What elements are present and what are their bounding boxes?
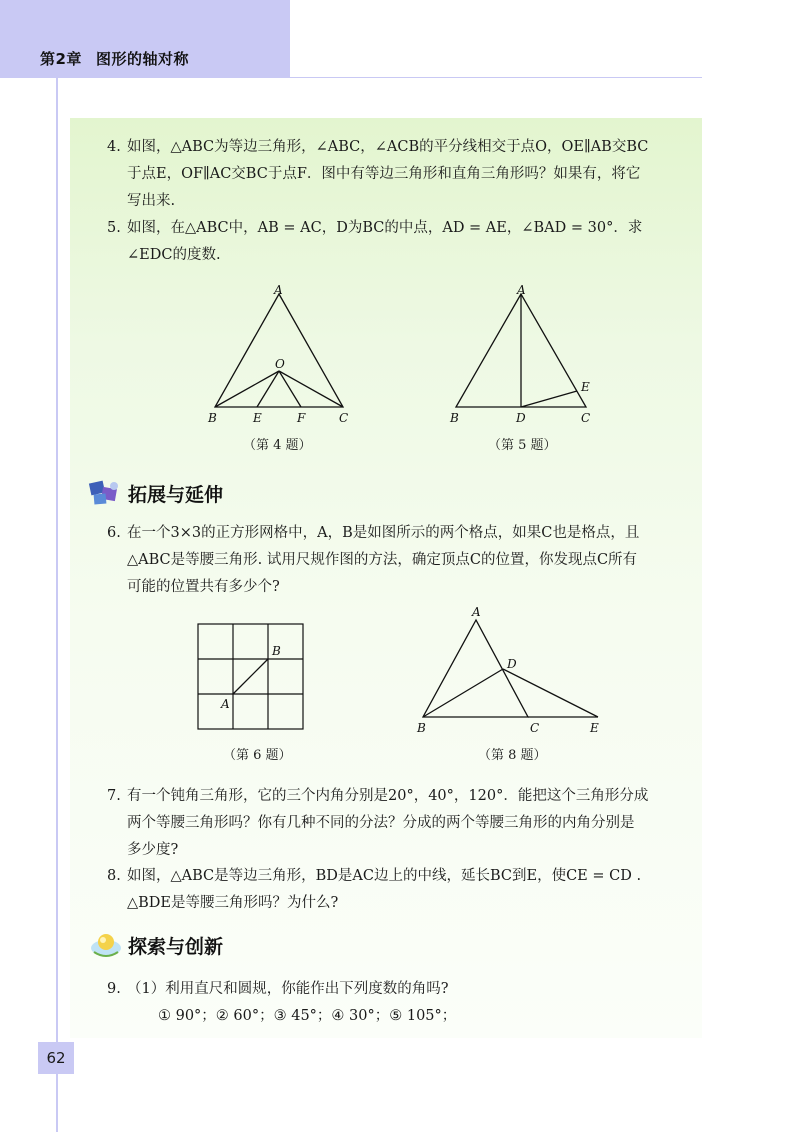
label-e: E [253, 411, 262, 425]
figure-6-caption: （第 6 题） [223, 748, 292, 763]
page-number: 62 [38, 1042, 74, 1074]
problem-6 [107, 520, 693, 601]
problem-7 [107, 783, 693, 864]
label-a: A [221, 697, 230, 711]
problem-text-line: （1）利用直尺和圆规，你能作出下列度数的角吗? [127, 981, 449, 997]
problem-text-line: 多少度? [127, 842, 179, 858]
figure-4 [200, 280, 360, 430]
problem-number: 4. [107, 139, 121, 155]
segment-de [521, 391, 577, 407]
problem-text-line: 于点E，OF∥AC交BC于点F．图中有等边三角形和直角三角形吗？如果有，将它 [127, 166, 641, 182]
label-b: B [450, 411, 459, 425]
problem-text-line: 如图，△ABC为等边三角形，∠ABC，∠ACB的平分线相交于点O，OE∥AB交BC [127, 139, 649, 155]
label-d: D [507, 657, 517, 671]
figure-5 [445, 280, 605, 430]
problem-text-line: 如图，在△ABC中，AB = AC，D为BC的中点，AD = AE，∠BAD = 30°．求 [127, 220, 643, 236]
median-bd [423, 669, 503, 717]
label-c: C [581, 411, 591, 425]
problem-text-line: 可能的位置共有多少个? [127, 579, 280, 595]
puzzle-icon [88, 478, 124, 508]
problem-number: 5. [107, 220, 121, 236]
problem-text-line: 写出来. [127, 193, 176, 209]
label-d: D [516, 411, 526, 425]
label-a: A [517, 283, 526, 297]
problem-number: 8. [107, 868, 121, 884]
problem-text-line: ∠EDC的度数. [127, 247, 221, 263]
problem-text-line: 如图，△ABC是等边三角形，BD是AC边上的中线，延长BC到E，使CE = CD . [127, 868, 642, 884]
figure-5-caption: （第 5 题） [488, 438, 557, 453]
header-rule [290, 77, 702, 78]
section-title: 拓展与延伸 [128, 483, 224, 506]
label-o: O [275, 357, 285, 371]
section-title: 探索与创新 [128, 935, 224, 958]
triangle-abc [215, 294, 343, 407]
problem-number: 9. [107, 981, 121, 997]
problem-9-angle-list: ① 90°；② 60°；③ 45°；④ 30°；⑤ 105°； [158, 1008, 457, 1024]
label-e: E [590, 721, 599, 735]
problem-4 [107, 134, 693, 215]
segment-of [279, 371, 301, 407]
figure-6 [190, 618, 315, 738]
problem-text-line: 两个等腰三角形吗？你有几种不同的分法？分成的两个等腰三角形的内角分别是 [127, 815, 635, 831]
chapter-name: 图形的轴对称 [95, 50, 189, 68]
label-b: B [272, 644, 281, 658]
problem-number: 7. [107, 788, 121, 804]
problem-9 [107, 976, 693, 1003]
problem-8 [107, 863, 693, 917]
section-extend-heading [88, 478, 223, 508]
problem-text-line: 有一个钝角三角形，它的三个内角分别是20°，40°，120°．能把这个三角形分成 [127, 788, 649, 804]
problem-text-line: △BDE是等腰三角形吗？为什么? [127, 895, 339, 911]
problem-number: 6. [107, 525, 121, 541]
label-f: F [297, 411, 306, 425]
label-e: E [581, 380, 590, 394]
figure-8-caption: （第 8 题） [478, 748, 547, 763]
figure-8 [410, 604, 610, 740]
label-c: C [530, 721, 540, 735]
section-explore-heading [88, 930, 223, 960]
segment-oe [257, 371, 279, 407]
lightbulb-icon [88, 930, 124, 960]
label-a: A [472, 605, 481, 619]
segment-de [503, 669, 598, 717]
label-c: C [339, 411, 349, 425]
left-margin-rule [56, 78, 58, 1132]
problem-5 [107, 215, 693, 269]
figure-4-caption: （第 4 题） [243, 438, 312, 453]
problem-text-line: △ABC是等腰三角形. 试用尺规作图的方法，确定顶点C的位置，你发现点C所有 [127, 552, 638, 568]
chapter-title [40, 48, 203, 69]
label-b: B [208, 411, 217, 425]
problem-text-line: 在一个3×3的正方形网格中，A，B是如图所示的两个格点，如果C也是格点，且 [127, 525, 640, 541]
label-b: B [417, 721, 426, 735]
chapter-number: 第2章 [40, 50, 82, 68]
segment-ab [233, 659, 268, 694]
label-a: A [274, 283, 283, 297]
